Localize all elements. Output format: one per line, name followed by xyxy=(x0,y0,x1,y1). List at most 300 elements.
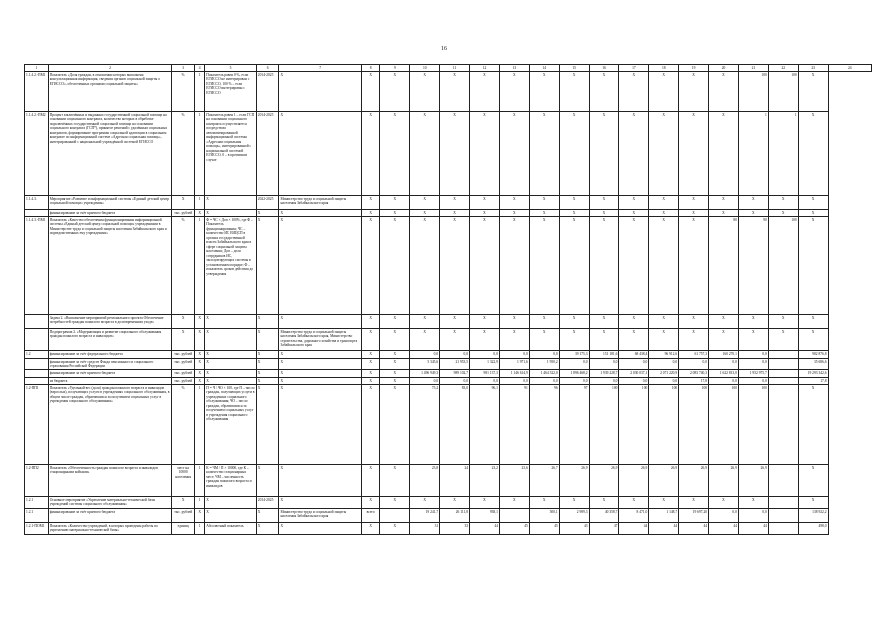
row-value-cell: Х xyxy=(679,329,709,351)
row-value-cell: Х xyxy=(380,497,410,509)
row-weight-cell: 1 xyxy=(194,523,204,534)
row-value-cell: Х xyxy=(709,329,739,351)
row-value-cell: 39 175,3 xyxy=(559,351,589,359)
column-number: 2 xyxy=(48,65,172,72)
row-name-cell: Показатель «Качество обеспечения функционирования информационной системы «Единый детский центр социальной помощи» учреждениями в Министерстве труда и социальной защиты населения Забайкальского края и подведомственных ему учреждениях» xyxy=(48,217,172,315)
row-source-cell: Х xyxy=(361,217,380,315)
row-value-cell: 23,8 xyxy=(410,465,440,497)
table-row xyxy=(25,465,872,497)
row-value-cell: 0,0 xyxy=(559,378,589,385)
row-value-cell: 2 989,3 xyxy=(559,509,589,523)
row-source-cell: всего xyxy=(361,509,380,523)
row-value-cell: 0,0 xyxy=(738,359,768,370)
row-value-cell: 45 xyxy=(499,523,529,534)
row-value-cell: Х xyxy=(589,315,619,329)
row-value-cell: 91 xyxy=(499,385,529,465)
row-value-cell: 97 xyxy=(559,385,589,465)
row-source-cell: Х xyxy=(361,385,380,465)
row-value-cell: 0,0 xyxy=(679,359,709,370)
row-formula-cell: Х xyxy=(205,315,257,329)
table-body xyxy=(25,72,872,534)
row-value-cell: Х xyxy=(559,210,589,217)
row-value-cell: 100 xyxy=(768,217,798,315)
row-value-cell: Х xyxy=(589,196,619,210)
row-formula-cell: Х xyxy=(205,370,257,378)
row-value-cell: Х xyxy=(649,217,679,315)
row-value-cell: Х xyxy=(619,329,649,351)
row-name-cell: Показатель «Удельный вес (доля) граждан пожилого возраста и инвалидов (взрослых), получающих услуги в учреждениях социального обслуживания, в общем числе граждан, обратившихся за получением социальных услуг в учреждения социального обслуживания» xyxy=(48,385,172,465)
row-value-cell: 24 xyxy=(440,465,470,497)
row-weight-cell: Х xyxy=(194,351,204,359)
row-id-cell: 1.1.4.3.-ПМ1 xyxy=(25,217,49,315)
row-value-cell: 0,0 xyxy=(559,359,589,370)
row-value-cell: 0,0 xyxy=(440,351,470,359)
column-number: 11 xyxy=(440,65,470,72)
row-value-cell: Х xyxy=(768,329,798,351)
row-value-cell: 26,9 xyxy=(589,465,619,497)
row-formula-cell: П = Ч / ЧО × 100, где П – число граждан, получающих услуги в учреждениях социального обслуживания; ЧО – число граждан, обратившихся за получением социальных услуг в учреждения социального обслуживания xyxy=(205,385,257,465)
row-value-cell: 0,0 xyxy=(709,359,739,370)
row-executor-cell: Х xyxy=(279,72,361,112)
row-value-cell: 981 137,3 xyxy=(470,370,500,378)
table-row xyxy=(25,523,872,534)
row-name-cell: Подпрограмма 2. «Модернизация и развитие социального обслуживания граждан пожилого возраста и инвалидов» xyxy=(48,329,172,351)
row-unit-cell: тыс. рублей xyxy=(172,370,195,378)
row-value-cell: Х xyxy=(798,217,828,315)
column-number: 22 xyxy=(768,65,798,72)
row-value-cell: 100 xyxy=(589,385,619,465)
row-value-cell: Х xyxy=(798,315,828,329)
row-id-cell xyxy=(25,210,49,217)
row-value-cell: Х xyxy=(529,112,559,196)
table-row xyxy=(25,72,872,112)
row-unit-cell: % xyxy=(172,112,195,196)
row-value-cell: Х xyxy=(619,497,649,509)
row-value-cell: Х xyxy=(649,196,679,210)
row-period-cell: Х xyxy=(256,351,279,359)
row-unit-cell: Х xyxy=(172,196,195,210)
row-period-cell: Х xyxy=(256,370,279,378)
row-value-cell: Х xyxy=(529,217,559,315)
row-value-cell: Х xyxy=(410,210,440,217)
row-value-cell: Х xyxy=(410,112,440,196)
row-period-cell: Х xyxy=(256,385,279,465)
row-name-cell: Процент заключённых и выданных государственной социальной помощи на основании социального контракта, количество которых в обработке подключённых государственной социальной помощи на основании социального контракта (ГСП*), принятое решений с удалённым социальных контрактов, формирование программы социальной адаптации в социальном контракте по информационной системе «Адресная социальная помощь», интегрированной с национальной учреждённой системой ЕГИССО xyxy=(48,112,172,196)
row-value-cell: 1 622 813,0 xyxy=(709,370,739,378)
row-value-cell: 26,9 xyxy=(738,465,768,497)
row-value-cell: 1 939 228,7 xyxy=(589,370,619,378)
row-weight-cell: 1 xyxy=(194,196,204,210)
row-value-cell: Х xyxy=(470,217,500,315)
row-value-cell: Х xyxy=(559,329,589,351)
row-value-cell: 989 102,7 xyxy=(440,370,470,378)
column-number-row xyxy=(25,65,872,72)
row-period-cell: 2014-2025 xyxy=(256,497,279,509)
page-number: 16 xyxy=(441,46,447,52)
row-value-cell: Х xyxy=(709,112,739,196)
row-value-cell: Х xyxy=(380,351,410,359)
row-value-cell: 982 876,8 xyxy=(798,351,828,359)
row-value-cell: 0,0 xyxy=(410,378,440,385)
row-weight-cell: 1 xyxy=(194,72,204,112)
row-value-cell: 96 xyxy=(529,385,559,465)
row-source-cell: Х xyxy=(361,112,380,196)
row-value-cell: 0,0 xyxy=(619,378,649,385)
row-formula-cell: Х xyxy=(205,359,257,370)
row-value-cell: 100 xyxy=(709,385,739,465)
column-number: 19 xyxy=(679,65,709,72)
row-value-cell: 26,9 xyxy=(709,465,739,497)
row-value-cell: Х xyxy=(709,497,739,509)
row-source-cell: Х xyxy=(361,210,380,217)
row-value-cell: Х xyxy=(559,217,589,315)
row-executor-cell: Министерство труда и социальной защиты населения Забайкальского края xyxy=(279,196,361,210)
row-value-cell: Х xyxy=(410,217,440,315)
row-value-cell: Х xyxy=(798,210,828,217)
row-value-cell: Х xyxy=(470,497,500,509)
row-value-cell: Х xyxy=(709,72,739,112)
row-period-cell: 2022-2025 xyxy=(256,196,279,210)
row-value-cell: Х xyxy=(768,315,798,329)
row-executor-cell: Х xyxy=(279,351,361,359)
row-value-cell: Х xyxy=(738,210,768,217)
row-value-cell: 2 083 740,3 xyxy=(679,370,709,378)
row-id-cell: 1.2 xyxy=(25,351,49,359)
row-value-cell: 75,2 xyxy=(410,385,440,465)
row-value-cell: Х xyxy=(738,497,768,509)
row-value-cell: Х xyxy=(440,329,470,351)
row-id-cell: 1.2-ПП1 xyxy=(25,385,49,465)
row-value-cell: Х xyxy=(529,210,559,217)
row-value-cell: 0,0 xyxy=(440,378,470,385)
row-source-cell: Х xyxy=(361,196,380,210)
row-period-cell: 2014-2025 xyxy=(256,112,279,196)
row-value-cell: Х xyxy=(410,196,440,210)
row-name-cell: финансирование за счёт краевого бюджета xyxy=(48,509,172,523)
table-row xyxy=(25,370,872,378)
row-value-cell: 0,0 xyxy=(499,351,529,359)
row-value-cell: 0,0 xyxy=(499,378,529,385)
row-formula-cell: Х xyxy=(205,196,257,210)
row-value-cell: Х xyxy=(798,329,828,351)
row-value-cell: Х xyxy=(380,359,410,370)
row-value-cell: 2 030 037,1 xyxy=(619,370,649,378)
row-value-cell: 1 322,9 xyxy=(470,359,500,370)
row-value-cell: Х xyxy=(589,497,619,509)
row-value-cell: 44 xyxy=(619,523,649,534)
column-number: 5 xyxy=(205,65,257,72)
column-number: 14 xyxy=(529,65,559,72)
row-period-cell: Х xyxy=(256,315,279,329)
row-period-cell: Х xyxy=(256,509,279,523)
column-number: 12 xyxy=(470,65,500,72)
row-weight-cell: 1 xyxy=(194,217,204,315)
row-name-cell: Задача 2. «Выполнение мероприятий регионального проекта Обеспечение потребностей граждан пожилого возраста в долговременном уходе» xyxy=(48,315,172,329)
row-executor-cell: Министерство труда и социальной защиты населения Забайкальского края, Министерство строительства, дорожного хозяйства и транспорта Забайкальского края xyxy=(279,329,361,351)
column-number: 23 xyxy=(798,65,828,72)
row-period-cell: Х xyxy=(256,523,279,534)
row-value-cell: 1 xyxy=(768,112,798,196)
row-value-cell xyxy=(768,509,798,523)
row-value-cell: 0,0 xyxy=(649,378,679,385)
row-unit-cell: мест на 10000 населения xyxy=(172,465,195,497)
row-period-cell: Х xyxy=(256,378,279,385)
row-value-cell xyxy=(768,351,798,359)
row-unit-cell: тыс. рублей xyxy=(172,351,195,359)
row-value-cell: Х xyxy=(798,465,828,497)
row-value-cell: 17,8 xyxy=(798,378,828,385)
row-value-cell: Х xyxy=(380,465,410,497)
row-id-cell: 1.1.4.3. xyxy=(25,196,49,210)
row-value-cell: Х xyxy=(380,378,410,385)
row-value-cell: Х xyxy=(679,72,709,112)
row-value-cell: Х xyxy=(619,210,649,217)
row-value-cell: 1 464 522,0 xyxy=(529,370,559,378)
row-value-cell: Х xyxy=(589,329,619,351)
row-unit-cell: Х xyxy=(172,497,195,509)
row-value-cell xyxy=(768,497,798,509)
row-value-cell: 1 146 614,9 xyxy=(499,370,529,378)
row-value-cell xyxy=(768,359,798,370)
row-value-cell: Х xyxy=(738,196,768,210)
row-value-cell: Х xyxy=(649,315,679,329)
row-value-cell: Х xyxy=(499,210,529,217)
row-value-cell: Х xyxy=(649,112,679,196)
column-number: 10 xyxy=(410,65,440,72)
row-value-cell xyxy=(768,378,798,385)
row-id-cell xyxy=(25,378,49,385)
column-number: 13 xyxy=(499,65,529,72)
row-value-cell: 100 xyxy=(738,72,768,112)
row-value-cell: Х xyxy=(529,497,559,509)
row-value-cell: Х xyxy=(410,72,440,112)
row-period-cell: Х xyxy=(256,217,279,315)
row-name-cell: финансирование за счёт краевого бюджета xyxy=(48,210,172,217)
row-value-cell: 26,7 xyxy=(529,465,559,497)
row-source-cell: Х xyxy=(361,315,380,329)
row-value-cell: Х xyxy=(768,196,798,210)
table-row xyxy=(25,315,872,329)
row-value-cell: 26,9 xyxy=(619,465,649,497)
row-name-cell: финансирование за счёт краевого бюджета xyxy=(48,370,172,378)
row-value-cell: Х xyxy=(470,196,500,210)
table-row xyxy=(25,351,872,359)
row-value-cell: Х xyxy=(798,497,828,509)
row-value-cell: 44 xyxy=(649,523,679,534)
column-number: 7 xyxy=(279,65,361,72)
row-value-cell: 0,0 xyxy=(529,378,559,385)
row-value-cell: Х xyxy=(709,315,739,329)
row-name-cell: из бюджета xyxy=(48,378,172,385)
row-value-cell: Х xyxy=(679,217,709,315)
row-value-cell: 1 148,7 xyxy=(649,509,679,523)
row-value-cell: Х xyxy=(380,210,410,217)
row-period-cell: Х xyxy=(256,329,279,351)
row-weight-cell: Х xyxy=(194,509,204,523)
row-value-cell: Х xyxy=(499,315,529,329)
row-formula-cell: Показатель равен 1 – если ГСП на основании социального контракта осуществляется посредством автоматизированной информационной системы «Адресная социальная помощь», интегрированной с национальной системой ЕГИССО, 0 – в противном случае xyxy=(205,112,257,196)
row-formula-cell: Х xyxy=(205,329,257,351)
row-weight-cell: Х xyxy=(194,378,204,385)
row-value-cell: Х xyxy=(440,196,470,210)
row-value-cell: 61 757,3 xyxy=(679,351,709,359)
row-value-cell: 1 xyxy=(738,112,768,196)
row-value-cell: Х xyxy=(768,210,798,217)
row-value-cell: Х xyxy=(738,315,768,329)
row-value-cell: 100 xyxy=(679,385,709,465)
row-value-cell: 100 xyxy=(768,72,798,112)
row-value-cell: Х xyxy=(380,217,410,315)
row-value-cell: Х xyxy=(589,112,619,196)
row-value-cell: 47 xyxy=(589,523,619,534)
row-executor-cell: Министерство труда и социальной защиты населения Забайкальского края xyxy=(279,509,361,523)
row-value-cell: Х xyxy=(649,72,679,112)
table-row xyxy=(25,329,872,351)
row-value-cell: Х xyxy=(410,329,440,351)
row-value-cell: 33 xyxy=(440,523,470,534)
row-value-cell: 0,0 xyxy=(470,351,500,359)
row-value-cell: 44 xyxy=(738,523,768,534)
column-number: 3 xyxy=(172,65,195,72)
row-value-cell: Х xyxy=(559,315,589,329)
row-value-cell: 151 181,6 xyxy=(589,351,619,359)
row-value-cell: 160 270,1 xyxy=(709,351,739,359)
row-value-cell: 0,0 xyxy=(410,351,440,359)
row-value-cell: Х xyxy=(649,497,679,509)
row-formula-cell: Показатель равен 0 %, если ЕГИССО не интегрирован с ЕГИССО, 100 % – если ЕГИССО интегрирован с ЕГИССО xyxy=(205,72,257,112)
row-formula-cell: Х xyxy=(205,509,257,523)
row-value-cell: Х xyxy=(499,196,529,210)
row-unit-cell: тыс. рублей xyxy=(172,359,195,370)
row-formula-cell: Х xyxy=(205,378,257,385)
row-executor-cell: Х xyxy=(279,378,361,385)
row-source-cell: Х xyxy=(361,497,380,509)
row-value-cell: Х xyxy=(470,72,500,112)
row-value-cell: 44 xyxy=(470,523,500,534)
row-value-cell: Х xyxy=(499,112,529,196)
row-executor-cell: Х xyxy=(279,359,361,370)
row-unit-cell: тыс. рублей xyxy=(172,210,195,217)
row-value-cell: Х xyxy=(589,72,619,112)
row-value-cell: Х xyxy=(380,523,410,534)
row-value-cell: Х xyxy=(559,497,589,509)
row-value-cell: 8 471,0 xyxy=(619,509,649,523)
row-value-cell: 0,0 xyxy=(738,378,768,385)
row-id-cell xyxy=(25,359,49,370)
row-value-cell: Х xyxy=(440,497,470,509)
row-value-cell: Х xyxy=(499,329,529,351)
row-value-cell: 1 971,6 xyxy=(499,359,529,370)
row-value-cell: Х xyxy=(798,385,828,465)
row-source-cell: Х xyxy=(361,523,380,534)
table-row xyxy=(25,359,872,370)
row-unit-cell: Х xyxy=(172,329,195,351)
row-value-cell: Х xyxy=(798,196,828,210)
row-value-cell: Х xyxy=(380,370,410,378)
row-value-cell: Х xyxy=(589,217,619,315)
row-value-cell: 43 xyxy=(559,523,589,534)
row-value-cell: Х xyxy=(798,112,828,196)
row-source-cell: Х xyxy=(361,378,380,385)
row-value-cell: 31 xyxy=(410,523,440,534)
row-value-cell: Х xyxy=(559,72,589,112)
column-number: 17 xyxy=(619,65,649,72)
row-unit-cell: тыс. рублей xyxy=(172,509,195,523)
row-value-cell: Х xyxy=(440,315,470,329)
row-value-cell: 1 496 949,3 xyxy=(410,370,440,378)
row-value-cell: 498,0 xyxy=(798,523,828,534)
row-executor-cell: Х xyxy=(279,370,361,378)
row-executor-cell: Х xyxy=(279,315,361,329)
row-name-cell: Мероприятие «Развитие и информационной системы «Единый детский центр социальной помощи» учреждения» xyxy=(48,196,172,210)
row-value-cell: 500,1 xyxy=(529,509,559,523)
row-source-cell: Х xyxy=(361,465,380,497)
row-value-cell: 138 922,2 xyxy=(798,509,828,523)
row-value-cell: Х xyxy=(619,72,649,112)
table-row xyxy=(25,385,872,465)
row-value-cell: Х xyxy=(559,196,589,210)
row-value-cell: Х xyxy=(619,112,649,196)
row-unit-cell: % xyxy=(172,385,195,465)
table-row xyxy=(25,217,872,315)
row-id-cell: 1.2.1-ПОМ1 xyxy=(25,523,49,534)
row-value-cell: 21 953,5 xyxy=(440,359,470,370)
row-value-cell: Х xyxy=(380,315,410,329)
row-unit-cell: тыс. рублей xyxy=(172,378,195,385)
row-value-cell xyxy=(768,523,798,534)
row-value-cell xyxy=(499,509,529,523)
row-value-cell: Х xyxy=(649,329,679,351)
row-value-cell: 0,0 xyxy=(529,351,559,359)
row-weight-cell: Х xyxy=(194,370,204,378)
row-value-cell: Х xyxy=(440,72,470,112)
row-unit-cell: единиц xyxy=(172,523,195,534)
row-executor-cell: Х xyxy=(279,112,361,196)
row-value-cell: Х xyxy=(679,112,709,196)
row-value-cell: 26,9 xyxy=(559,465,589,497)
row-value-cell: Х xyxy=(709,210,739,217)
table-row xyxy=(25,497,872,509)
row-value-cell: 83,0 xyxy=(440,385,470,465)
row-weight-cell: 1 xyxy=(194,497,204,509)
row-value-cell: 0,0 xyxy=(470,378,500,385)
row-value-cell: 35 686,6 xyxy=(798,359,828,370)
row-value-cell: 26,9 xyxy=(649,465,679,497)
row-value-cell: Х xyxy=(380,385,410,465)
row-value-cell: 23,6 xyxy=(499,465,529,497)
row-weight-cell: Х xyxy=(194,359,204,370)
row-value-cell: 80 xyxy=(709,217,739,315)
table-row xyxy=(25,210,872,217)
column-number: 24 xyxy=(828,65,871,72)
row-value-cell: 96 912,6 xyxy=(649,351,679,359)
row-value-cell: 68 438,4 xyxy=(619,351,649,359)
row-value-cell: Х xyxy=(470,315,500,329)
row-weight-cell: 1 xyxy=(194,112,204,196)
row-unit-cell: Х xyxy=(172,315,195,329)
row-value-cell: Х xyxy=(559,112,589,196)
row-unit-cell: % xyxy=(172,72,195,112)
row-source-cell: Х xyxy=(361,329,380,351)
row-id-cell xyxy=(25,370,49,378)
row-value-cell: 1 950,2 xyxy=(529,359,559,370)
row-value-cell: 5 345,6 xyxy=(410,359,440,370)
column-number: 15 xyxy=(559,65,589,72)
row-value-cell xyxy=(768,370,798,378)
row-executor-cell: Х xyxy=(279,217,361,315)
row-formula-cell: Х xyxy=(205,497,257,509)
row-id-cell: 1.2-ПП2 xyxy=(25,465,49,497)
